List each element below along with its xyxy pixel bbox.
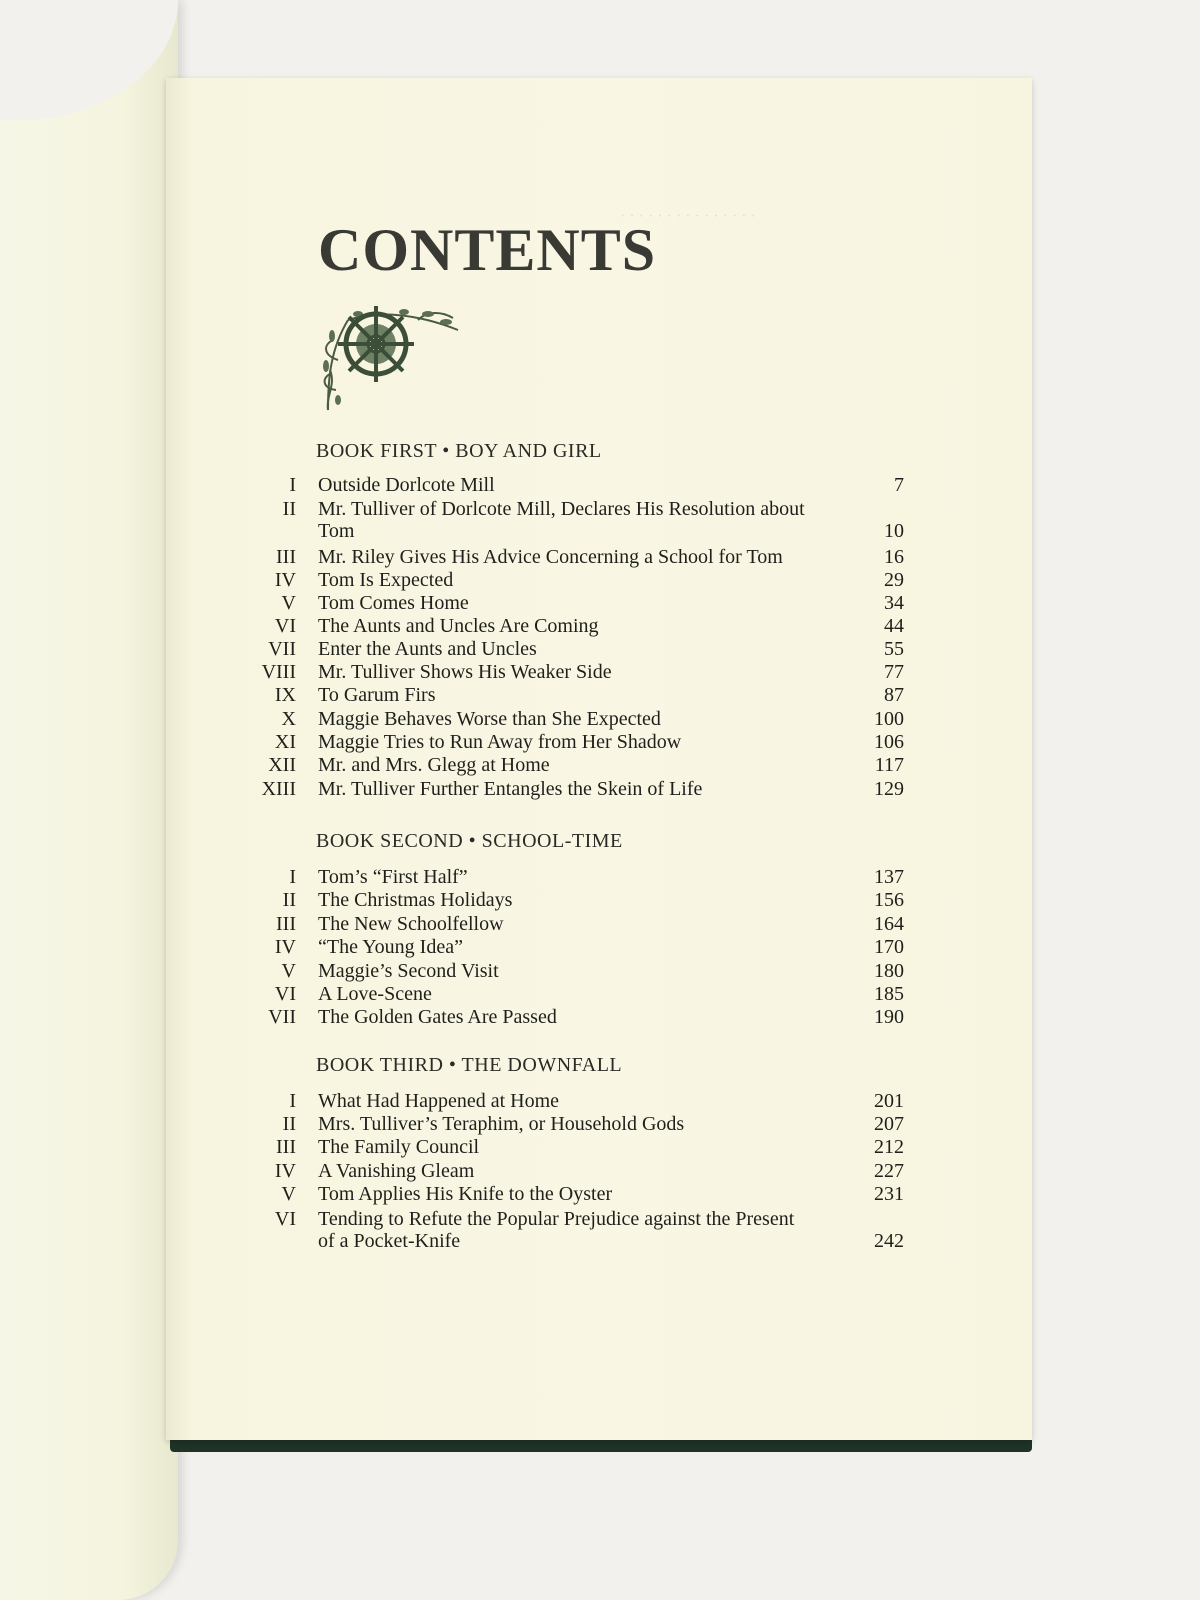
page-number: 34 (884, 592, 904, 614)
chapter-number: II (282, 498, 296, 520)
chapter-number: I (289, 866, 296, 888)
facing-left-page (0, 0, 178, 1600)
chapter-number: V (281, 1183, 296, 1205)
chapter-number: III (276, 546, 296, 568)
chapter-title: What Had Happened at Home (318, 1090, 560, 1112)
chapter-title: Outside Dorlcote Mill (318, 474, 495, 496)
page-number: 201 (874, 1090, 904, 1112)
chapter-number: V (281, 960, 296, 982)
page-title: CONTENTS (318, 217, 657, 283)
chapter-title: “The Young Idea” (318, 936, 463, 958)
page-number: 227 (874, 1160, 904, 1182)
chapter-number: III (276, 913, 296, 935)
page-number: 29 (884, 569, 904, 591)
chapter-title: Mr. Tulliver of Dorlcote Mill, Declares His Resolution about Tom (318, 498, 805, 542)
chapter-number: XII (268, 754, 296, 776)
bleed-through-text: · · · · · · · · · · · · · · · (620, 208, 756, 225)
chapter-number: I (289, 1090, 296, 1112)
chapter-title: A Love-Scene (318, 983, 432, 1005)
chapter-title: Tom’s “First Half” (318, 866, 468, 888)
chapter-title: The Christmas Holidays (318, 889, 513, 911)
chapter-title: A Vanishing Gleam (318, 1160, 475, 1182)
chapter-title: Tending to Refute the Popular Prejudice against the Present of a Pocket-Knife (318, 1208, 795, 1252)
chapter-title: To Garum Firs (318, 684, 436, 706)
chapter-title: Maggie Behaves Worse than She Expected (318, 708, 661, 730)
chapter-title: Maggie Tries to Run Away from Her Shadow (318, 731, 682, 753)
chapter-title: The Aunts and Uncles Are Coming (318, 615, 599, 637)
chapter-number: XI (274, 731, 296, 753)
book-heading: BOOK SECOND • SCHOOL-TIME (316, 830, 623, 852)
page-number: 212 (874, 1136, 904, 1158)
page-number: 44 (884, 615, 904, 637)
page-number: 129 (874, 778, 904, 800)
chapter-number: I (289, 474, 296, 496)
chapter-number: V (281, 592, 296, 614)
chapter-number: VII (268, 1006, 296, 1028)
chapter-number: VI (274, 983, 296, 1005)
chapter-title: Enter the Aunts and Uncles (318, 638, 537, 660)
chapter-number: XIII (261, 778, 296, 800)
vine-compass-ornament-icon (318, 300, 468, 420)
chapter-title: Mrs. Tulliver’s Teraphim, or Household Gods (318, 1113, 685, 1135)
page-number: 77 (884, 661, 904, 683)
chapter-title: Tom Comes Home (318, 592, 469, 614)
chapter-number: IV (274, 936, 296, 958)
chapter-title: Tom Applies His Knife to the Oyster (318, 1183, 613, 1205)
book-heading: BOOK THIRD • THE DOWNFALL (316, 1054, 623, 1076)
page-number: 7 (894, 474, 904, 496)
page-number: 164 (874, 913, 904, 935)
page-number: 185 (874, 983, 904, 1005)
page-number: 156 (874, 889, 904, 911)
page-number: 231 (874, 1183, 904, 1205)
chapter-number: VIII (261, 661, 296, 683)
page-number: 180 (874, 960, 904, 982)
chapter-number: II (282, 889, 296, 911)
page-number: 117 (874, 754, 904, 776)
chapter-number: VII (268, 638, 296, 660)
chapter-title: Mr. Tulliver Further Entangles the Skein of Life (318, 778, 703, 800)
chapter-title: Mr. and Mrs. Glegg at Home (318, 754, 550, 776)
chapter-number: VI (274, 615, 296, 637)
chapter-title: The Golden Gates Are Passed (318, 1006, 557, 1028)
page-number: 190 (874, 1006, 904, 1028)
book-heading: BOOK FIRST • BOY AND GIRL (316, 440, 602, 462)
chapter-number: IV (274, 569, 296, 591)
page-number: 87 (884, 684, 904, 706)
chapter-title: The Family Council (318, 1136, 480, 1158)
page-number: 16 (884, 546, 904, 568)
page-number: 207 (874, 1113, 904, 1135)
page-number: 55 (884, 638, 904, 660)
page-number: 137 (874, 866, 904, 888)
chapter-title: The New Schoolfellow (318, 913, 504, 935)
chapter-number: VI (274, 1208, 296, 1230)
page-number: 10 (884, 520, 904, 542)
page-number: 242 (874, 1230, 904, 1252)
chapter-number: IX (274, 684, 296, 706)
chapter-title: Mr. Tulliver Shows His Weaker Side (318, 661, 612, 683)
page-number: 106 (874, 731, 904, 753)
chapter-title: Mr. Riley Gives His Advice Concerning a School for Tom (318, 546, 783, 568)
page-number: 170 (874, 936, 904, 958)
chapter-title: Tom Is Expected (318, 569, 454, 591)
chapter-number: II (282, 1113, 296, 1135)
chapter-title: Maggie’s Second Visit (318, 960, 499, 982)
page-number: 100 (874, 708, 904, 730)
chapter-number: X (281, 708, 296, 730)
chapter-number: IV (274, 1160, 296, 1182)
chapter-number: III (276, 1136, 296, 1158)
